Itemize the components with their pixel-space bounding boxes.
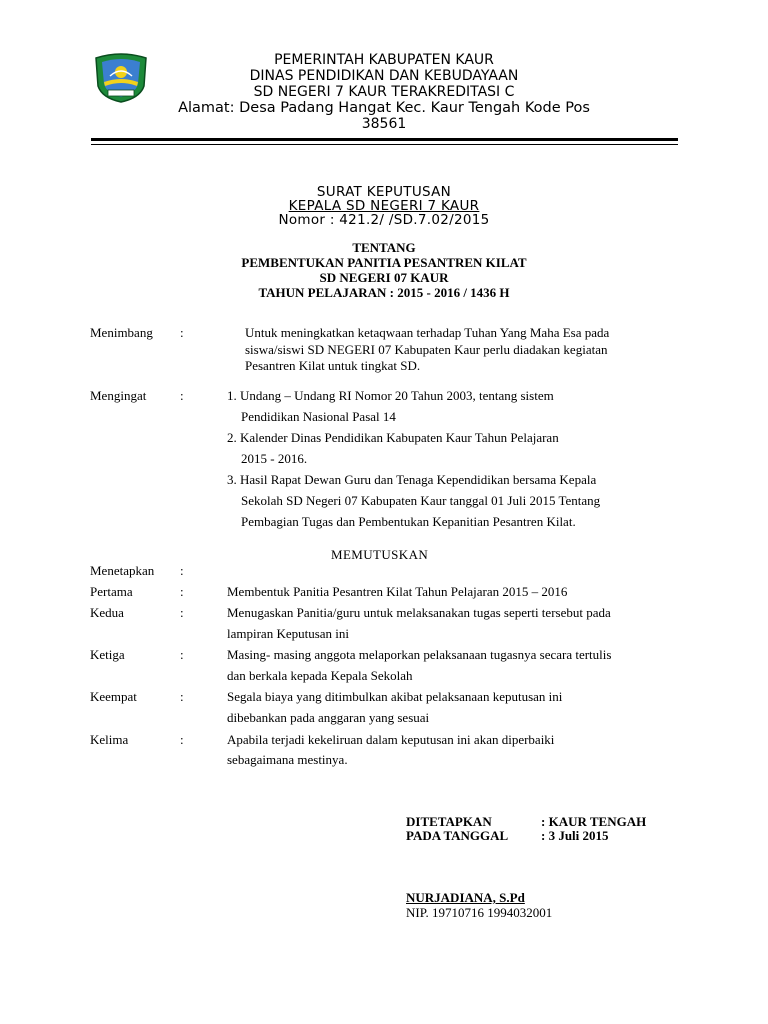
letterhead-school: SD NEGERI 7 KAUR TERAKREDITASI C	[253, 84, 515, 100]
memutuskan-heading: MEMUTUSKAN	[331, 547, 429, 562]
menimbang-label: Menimbang	[90, 325, 153, 340]
letterhead-government: PEMERINTAH KABUPATEN KAUR	[274, 52, 494, 68]
pertama-text: Membentuk Panitia Pesantren Kilat Tahun Pelajaran 2015 – 2016	[227, 584, 568, 599]
mengingat-item-continuation: Pembagian Tugas dan Pembentukan Kepanitian Pesantren Kilat.	[241, 514, 576, 529]
mengingat-item-continuation: Sekolah SD Negeri 07 Kabupaten Kaur tanggal 01 Juli 2015 Tentang	[241, 493, 601, 508]
tentang-subject: PEMBENTUKAN PANITIA PESANTREN KILAT	[241, 255, 527, 270]
menimbang-colon: :	[180, 325, 184, 340]
menimbang-line: Untuk meningkatkan ketaqwaan terhadap Tuhan Yang Maha Esa pada	[245, 325, 610, 340]
mengingat-item: 2. Kalender Dinas Pendidikan Kabupaten Kaur Tahun Pelajaran	[227, 430, 559, 445]
pertama-colon: :	[180, 584, 184, 599]
kelima-text: Apabila terjadi kekeliruan dalam keputusan ini akan diperbaiki	[227, 732, 555, 747]
signatory-nip: NIP. 19710716 1994032001	[406, 905, 553, 920]
kelima-colon: :	[180, 732, 184, 747]
pertama-label: Pertama	[90, 584, 133, 599]
tentang-year: TAHUN PELAJARAN : 2015 - 2016 / 1436 H	[258, 285, 510, 300]
kedua-colon: :	[180, 605, 184, 620]
decree-issuer-text: KEPALA SD NEGERI 7 KAUR	[288, 198, 480, 214]
keempat-text: Segala biaya yang ditimbulkan akibat pelaksanaan keputusan ini	[227, 689, 563, 704]
mengingat-item: 3. Hasil Rapat Dewan Guru dan Tenaga Kependidikan bersama Kepala	[227, 472, 597, 487]
kelima-text-continuation: sebagaimana mestinya.	[227, 752, 348, 767]
mengingat-item-continuation: 2015 - 2016.	[241, 451, 308, 466]
ketiga-text: Masing- masing anggota melaporkan pelaksanaan tugasnya secara tertulis	[227, 647, 612, 662]
ketiga-label: Ketiga	[90, 647, 125, 662]
keempat-label: Keempat	[90, 689, 137, 704]
ditetapkan-value: : KAUR TENGAH	[541, 814, 647, 829]
tanggal-label: PADA TANGGAL	[406, 828, 509, 843]
mengingat-label: Mengingat	[90, 388, 147, 403]
kedua-text-continuation: lampiran Keputusan ini	[227, 626, 350, 641]
decree-number: Nomor : 421.2/ /SD.7.02/2015	[278, 212, 490, 228]
menetapkan-colon: :	[180, 563, 184, 578]
mengingat-item-continuation: Pendidikan Nasional Pasal 14	[241, 409, 396, 424]
tentang-school: SD NEGERI 07 KAUR	[319, 270, 449, 285]
letterhead-department: DINAS PENDIDIKAN DAN KEBUDAYAAN	[249, 68, 519, 84]
kelima-label: Kelima	[90, 732, 129, 747]
kedua-text: Menugaskan Panitia/guru untuk melaksanakan tugas seperti tersebut pada	[227, 605, 611, 620]
ditetapkan-label: DITETAPKAN	[406, 814, 492, 829]
letterhead-divider-thick	[91, 138, 678, 141]
signatory-name: NURJADIANA, S.Pd	[406, 890, 525, 905]
ketiga-colon: :	[180, 647, 184, 662]
kedua-label: Kedua	[90, 605, 124, 620]
menimbang-line: Pesantren Kilat untuk tingkat SD.	[245, 358, 421, 373]
mengingat-item: 1. Undang – Undang RI Nomor 20 Tahun 2003, tentang sistem	[227, 388, 554, 403]
decree-title: SURAT KEPUTUSAN	[316, 184, 452, 200]
keempat-text-continuation: dibebankan pada anggaran yang sesuai	[227, 710, 430, 725]
letterhead-address: Alamat: Desa Padang Hangat Kec. Kaur Tengah Kode Pos	[178, 100, 590, 116]
tentang-heading: TENTANG	[352, 240, 416, 255]
mengingat-colon: :	[180, 388, 184, 403]
letterhead-postcode: 38561	[361, 116, 407, 132]
keempat-colon: :	[180, 689, 184, 704]
menimbang-line: siswa/siswi SD NEGERI 07 Kabupaten Kaur perlu diadakan kegiatan	[245, 342, 608, 357]
ketiga-text-continuation: dan berkala kepada Kepala Sekolah	[227, 668, 413, 683]
tanggal-value: : 3 Juli 2015	[541, 828, 609, 843]
menetapkan-label: Menetapkan	[90, 563, 155, 578]
letterhead-divider-thin	[91, 144, 678, 145]
